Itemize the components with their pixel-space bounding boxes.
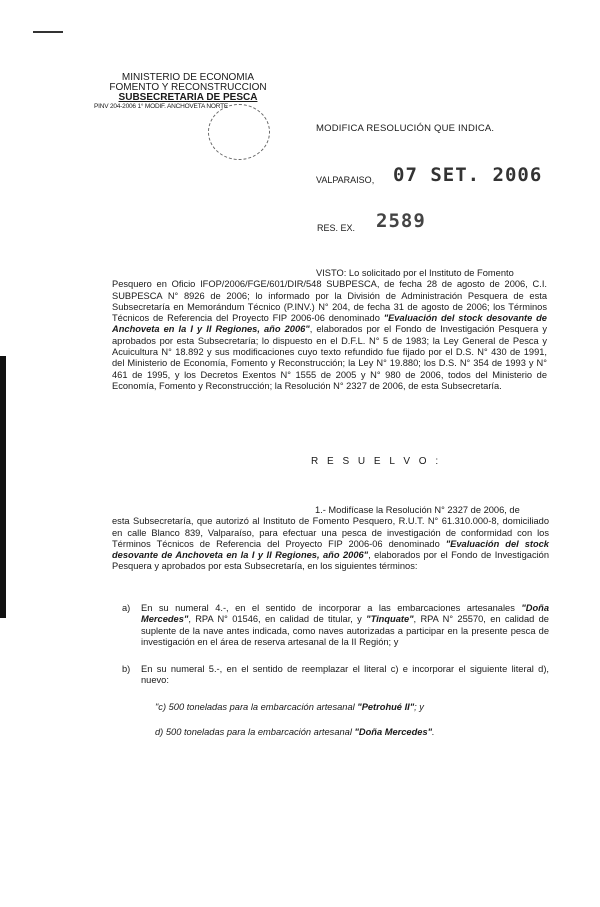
document-subject: MODIFICA RESOLUCIÓN QUE INDICA. (316, 123, 495, 134)
date-stamp: 07 SET. 2006 (393, 164, 543, 186)
letterhead-ministry: MINISTERIO DE ECONOMIA (121, 72, 255, 83)
visto-body: Pesquero en Oficio IFOP/2006/FGE/601/DIR/548 SUBPESCA, de fecha 28 de agosto de 2006, C.I. SUBPESCA N° 8926 de 2006; lo informado por la División de Administración Pesquera de esta Subsecretaría en Memorándum Técnico (P.INV.) N° 204, de fecha 31 de agosto de 2006; los Términos Técnicos de Referencia del Proyecto FIP 2006-06 denominado "Evaluación del stock desovante de Anchoveta en la I y II Regiones, año 2006", elaborados por el Fondo de Investigación Pesquera y aprobados por esta Subsecretaría; lo dispuesto en el D.F.L. N° 5 de 1983; la Ley General de Pesca y Acuicultura N° 18.892 y sus modificaciones cuyo texto refundido fue fijado por el D.S. N° 430 de 1991, del Ministerio de Economía, Fomento y Reconstrucción; la Ley N° 19.880; los D.S. N° 354 de 1993 y N° 461 de 1995, y los Decretos Exentos N° 1555 de 2005 y N° 980 de 2006, todos del Ministerio de Economía, Fomento y Reconstrucción; la Resolución N° 2327 de 2006, de esta Subsecretaría. (112, 279, 548, 391)
seal-stamp (208, 104, 270, 160)
sub-item-c: "c) 500 toneladas para la embarcación artesanal "Petrohué II"; y (155, 702, 424, 712)
sub-item-d: d) 500 toneladas para la embarcación artesanal "Doña Mercedes". (155, 727, 435, 737)
resuelvo-heading: R E S U E L V O : (311, 456, 442, 467)
resolution-item-1 (112, 505, 549, 573)
visto-lead: VISTO: Lo solicitado por el Instituto de Fomento (316, 268, 514, 278)
letterhead-ministry-2: FOMENTO Y RECONSTRUCCION (109, 82, 267, 93)
letterhead-reference: PINV 204-2006 1° MODIF. ANCHOVETA NORTE (94, 103, 228, 110)
date-label: VALPARAISO, (316, 175, 375, 185)
project-title: "Evaluación del stock desovante de Anchoveta en la I y II Regiones, año 2006" (112, 313, 547, 335)
resolution-label: RES. EX. (317, 223, 356, 233)
visto-paragraph (112, 268, 547, 392)
list-item-b (122, 664, 549, 687)
list-text-a: En su numeral 4.-, en el sentido de incorporar a las embarcaciones artesanales "Doña Mercedes", RPA N° 01546, en calidad de titular, y "Tinquate", RPA N° 25570, en calidad de suplente de la nave antes indicada, como naves autorizadas a participar en la presente pesca de investigación en el área de reserva artesanal de la II Región; y (141, 603, 549, 647)
letterhead-subsecretaria: SUBSECRETARIA DE PESCA (118, 92, 258, 103)
list-item-a (122, 603, 549, 648)
item1-lead: 1.- Modifícase la Resolución N° 2327 de 2006, de (315, 505, 520, 515)
item1-body: esta Subsecretaría, que autorizó al Instituto de Fomento Pesquero, R.U.T. N° 61.310.000-8, domiciliado en calle Blanco 839, Valparaíso, para efectuar una pesca de investigación de conformidad con los Términos Técnicos de Referencia del Proyecto FIP 2006-06 denominado "Evaluación del stock desovante de Anchoveta en la I y II Regiones, año 2006", elaborados por el Fondo de Investigación Pesquera y aprobados por esta Subsecretaría, en los siguientes términos: (112, 516, 549, 572)
project-title-2: "Evaluación del stock desovante de Anchoveta en la I y II Regiones, año 2006" (112, 538, 549, 561)
scan-artifact-dash (33, 31, 63, 33)
scan-artifact-bar (0, 356, 6, 618)
resolution-number: 2589 (376, 210, 426, 232)
list-label-b: b) (122, 664, 131, 674)
list-text-b: En su numeral 5.-, en el sentido de reemplazar el literal c) e incorporar el siguiente literal d), nuevo: (141, 664, 549, 686)
list-label-a: a) (122, 603, 131, 613)
